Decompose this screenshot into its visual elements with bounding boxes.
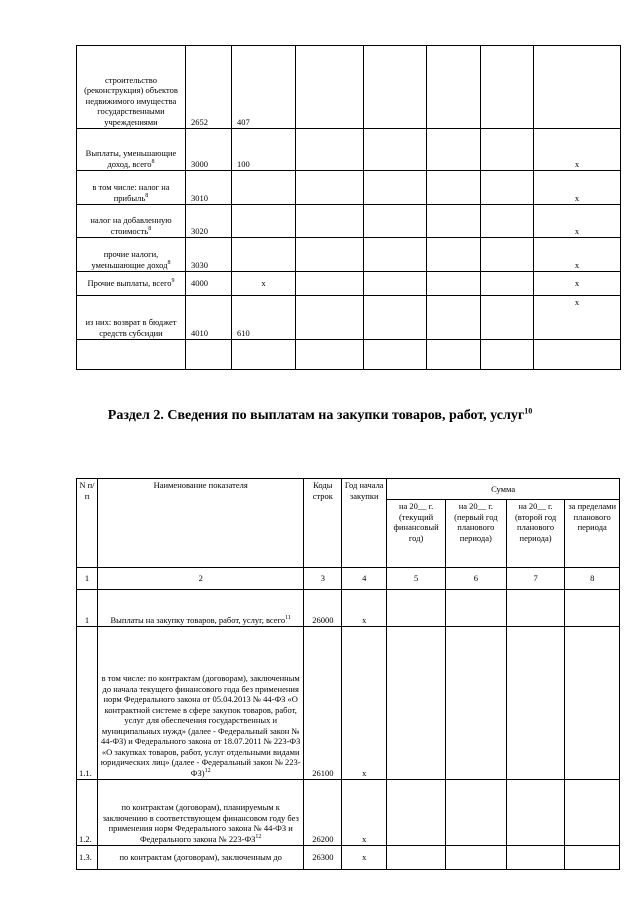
cell (296, 238, 364, 272)
table-row (77, 129, 621, 171)
cell (364, 296, 427, 340)
row-n: 1.3. (77, 846, 98, 870)
row-last: x (534, 205, 621, 238)
header-sum: Сумма (387, 479, 620, 500)
header-second-plan-year: на 20__ г. (второй год планового периода) (506, 500, 565, 568)
row-name: прочие налоги, уменьшающие доход$^8$ (77, 238, 186, 272)
row-name: Выплаты на закупку товаров, работ, услуг, всего$^{11}$ (97, 590, 304, 627)
table-row (77, 340, 621, 370)
cell (481, 296, 534, 340)
row-year: x (342, 590, 387, 627)
row-name: Выплаты, уменьшающие доход, всего$^8$ (77, 129, 186, 171)
cell (481, 272, 534, 296)
cell (427, 296, 481, 340)
cell (364, 129, 427, 171)
cell (565, 846, 620, 870)
header-beyond-plan: за пределами планового периода (565, 500, 620, 568)
cell (427, 238, 481, 272)
cell (296, 340, 364, 370)
cell (427, 340, 481, 370)
row-code: 3010 (186, 171, 232, 205)
cell (506, 627, 565, 780)
table-row (77, 627, 620, 780)
row-code: 4010 (186, 296, 232, 340)
cell (77, 340, 186, 370)
payments-table-continued (76, 45, 621, 370)
row-code: 26100 (304, 627, 342, 780)
row-kbk: 100 (232, 129, 296, 171)
cell (445, 627, 506, 780)
procurement-table (76, 478, 620, 870)
cell (296, 171, 364, 205)
col-number: 7 (506, 568, 565, 590)
row-last: x (534, 238, 621, 272)
table-row (77, 780, 620, 846)
row-kbk: 610 (232, 296, 296, 340)
table-row (77, 846, 620, 870)
cell (506, 846, 565, 870)
row-name: налог на добавленную стоимость$^8$ (77, 205, 186, 238)
cell (445, 590, 506, 627)
cell (506, 590, 565, 627)
row-last: x (534, 296, 621, 340)
cell (387, 590, 446, 627)
cell (387, 627, 446, 780)
row-name: Прочие выплаты, всего$^9$ (77, 272, 186, 296)
col-number: 1 (77, 568, 98, 590)
row-code: 26000 (304, 590, 342, 627)
cell (481, 340, 534, 370)
row-kbk (232, 205, 296, 238)
row-last: x (534, 129, 621, 171)
col-number: 3 (304, 568, 342, 590)
row-code: 26200 (304, 780, 342, 846)
cell (481, 238, 534, 272)
row-kbk: x (232, 272, 296, 296)
cell (364, 238, 427, 272)
row-year: x (342, 627, 387, 780)
row-last: x (534, 171, 621, 205)
row-code: 2652 (186, 46, 232, 129)
cell (481, 205, 534, 238)
cell (296, 129, 364, 171)
col-number: 2 (97, 568, 304, 590)
cell (387, 846, 446, 870)
table-row (77, 590, 620, 627)
row-year: x (342, 780, 387, 846)
cell (481, 171, 534, 205)
cell (427, 272, 481, 296)
row-kbk (232, 171, 296, 205)
section-2-heading: Раздел 2. Сведения по выплатам на закупки товаров, работ, услуг$^{10}$ (107, 406, 533, 423)
row-kbk: 407 (232, 46, 296, 129)
column-numbers-row (77, 568, 620, 590)
cell (534, 340, 621, 370)
cell (186, 340, 232, 370)
row-n: 1.2. (77, 780, 98, 846)
row-name: строительство (реконструкция) объектов недвижимого имущества государственными учреждениями (77, 46, 186, 129)
header-codes: Коды строк (304, 479, 342, 568)
cell (296, 272, 364, 296)
row-last: x (534, 272, 621, 296)
cell (481, 46, 534, 129)
table-row (77, 205, 621, 238)
cell (364, 205, 427, 238)
cell (296, 46, 364, 129)
cell (481, 129, 534, 171)
row-n: 1 (77, 590, 98, 627)
col-number: 5 (387, 568, 446, 590)
col-number: 6 (445, 568, 506, 590)
cell (387, 780, 446, 846)
table-row (77, 296, 621, 340)
cell (565, 627, 620, 780)
cell (232, 340, 296, 370)
row-code: 3020 (186, 205, 232, 238)
col-number: 8 (565, 568, 620, 590)
table-row (77, 238, 621, 272)
row-kbk (232, 238, 296, 272)
row-code: 4000 (186, 272, 232, 296)
header-row (77, 479, 620, 500)
table-row (77, 272, 621, 296)
cell (565, 590, 620, 627)
row-code: 3000 (186, 129, 232, 171)
cell (445, 846, 506, 870)
cell (364, 171, 427, 205)
header-first-plan-year: на 20__ г. (первый год планового периода) (445, 500, 506, 568)
cell (506, 780, 565, 846)
cell (364, 340, 427, 370)
cell (427, 205, 481, 238)
cell (364, 272, 427, 296)
table-row (77, 171, 621, 205)
cell (445, 780, 506, 846)
row-year: x (342, 846, 387, 870)
header-n: N п/п (77, 479, 98, 568)
table-row (77, 46, 621, 129)
row-name: в том числе: налог на прибыль$^8$ (77, 171, 186, 205)
row-code: 26300 (304, 846, 342, 870)
header-name: Наименование показателя (97, 479, 304, 568)
row-name: по контрактам (договорам), заключенным до (97, 846, 304, 870)
row-name: в том числе: по контрактам (договорам), заключенным до начала текущего финансового года без применения норм Федерального закона от 05.04.2013 № 44-ФЗ «О контрактной системе в сфере закупок товаров, работ, услуг для обеспечения государственных и муниципальных нужд» (далее - Федеральный закон № 44-ФЗ) и Федерального закона от 18.07.2011 № 223-ФЗ «О закупках товаров, работ, услуг отдельными видами юридических лиц» (далее - Федеральный закон № 223-ФЗ)$^{12}$ (97, 627, 304, 780)
cell (427, 46, 481, 129)
row-n: 1.1. (77, 627, 98, 780)
header-current-year: на 20__ г. (текущий финансовый год) (387, 500, 446, 568)
col-number: 4 (342, 568, 387, 590)
row-code: 3030 (186, 238, 232, 272)
cell (565, 780, 620, 846)
cell (427, 129, 481, 171)
header-year: Год начала закупки (342, 479, 387, 568)
row-name: из них: возврат в бюджет средств субсидии (77, 296, 186, 340)
row-last (534, 46, 621, 129)
cell (427, 171, 481, 205)
cell (296, 296, 364, 340)
cell (296, 205, 364, 238)
cell (364, 46, 427, 129)
row-name: по контрактам (договорам), планируемым к заключению в соответствующем финансовом году без применения норм Федерального закона № 44-ФЗ и Федерального закона № 223-ФЗ$^{12}$ (97, 780, 304, 846)
